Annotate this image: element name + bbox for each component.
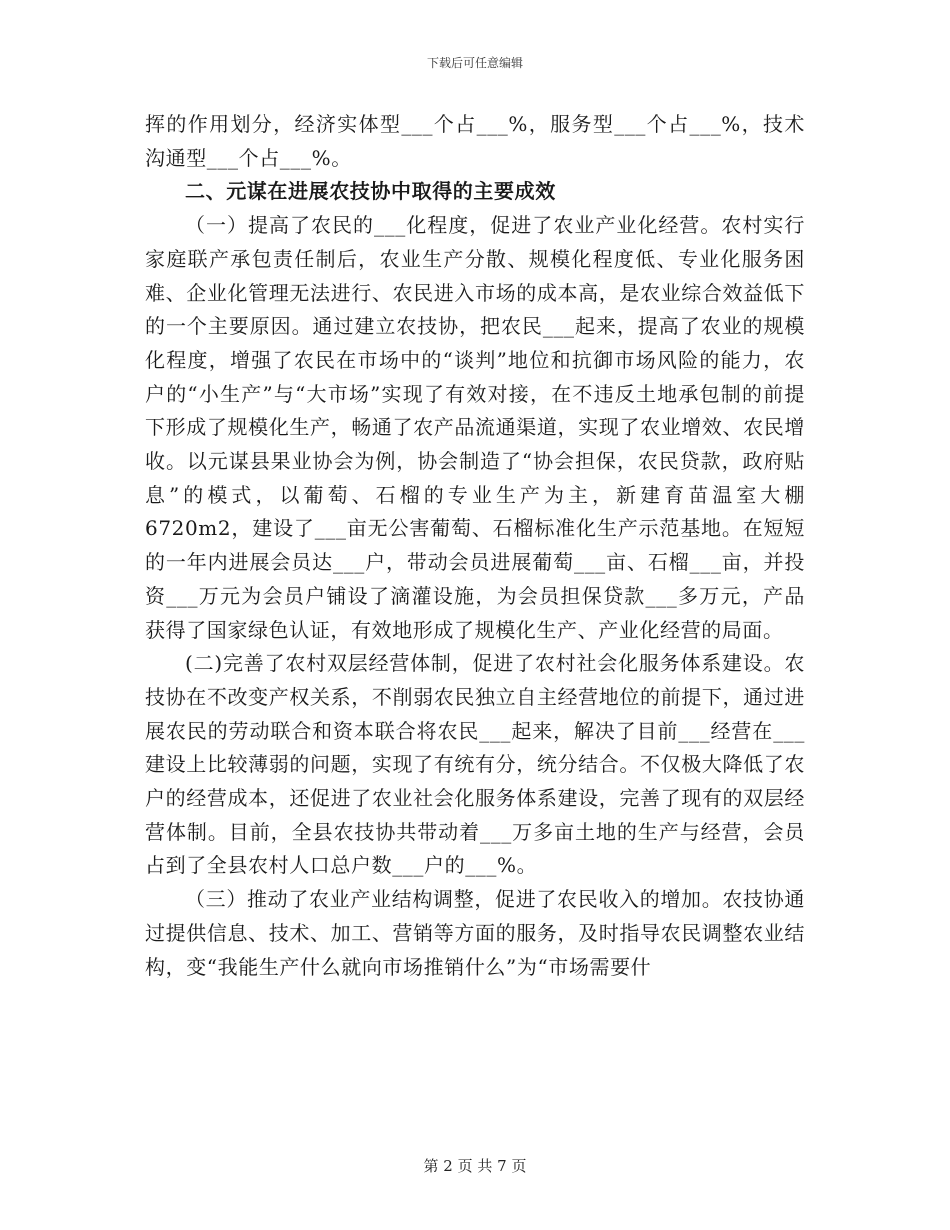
document-body xyxy=(145,108,805,984)
paragraph-1: （一）提高了农民的___化程度，促进了农业产业化经营。农村实行家庭联产承包责任制后，农业生产分散、规模化程度低、专业化服务困难、企业化管理无法进行、农民进入市场的成本高，是农业综合效益低下的一个主要原因。通过建立农技协，把农民___起来，提高了农业的规模化程度，增强了农民在市场中的“谈判”地位和抗御市场风险的能力，农户的“小生产”与“大市场”实现了有效对接，在不违反土地承包制的前提下形成了规模化生产，畅通了农产品流通渠道，实现了农业增效、农民增收。以元谋县果业协会为例，协会制造了“协会担保，农民贷款，政府贴息”的模式，以葡萄、石榴的专业生产为主，新建育苗温室大棚6720m2，建设了___亩无公害葡萄、石榴标准化生产示范基地。在短短的一年内进展会员达___户，带动会员进展葡萄___亩、石榴___亩，并投资___万元为会员户铺设了滴灌设施，为会员担保贷款___多万元，产品获得了国家绿色认证，有效地形成了规模化生产、产业化经营的局面。 xyxy=(145,213,805,642)
page-number: 第 2 页 共 7 页 xyxy=(423,1157,527,1175)
section-heading: 二、元谋在进展农技协中取得的主要成效 xyxy=(185,179,556,204)
paragraph-2: (二)完善了农村双层经营体制，促进了农村社会化服务体系建设。农技协在不改变产权关系，不削弱农民独立自主经营地位的前提下，通过进展农民的劳动联合和资本联合将农民___起来，解决了目前___经营在___建设上比较薄弱的问题，实现了有统有分，统分结合。不仅极大降低了农户的经营成本，还促进了农业社会化服务体系建设，完善了现有的双层经营体制。目前，全县农技协共带动着___万多亩土地的生产与经营，会员占到了全县农村人口总户数___户的___%。 xyxy=(145,651,805,878)
header-note: 下载后可任意编辑 xyxy=(426,56,523,70)
paragraph-continued: 挥的作用划分，经济实体型___个占___%，服务型___个占___%，技术沟通型___个占___%。 xyxy=(145,112,805,170)
paragraph-3: （三）推动了农业产业结构调整，促进了农民收入的增加。农技协通过提供信息、技术、加工、营销等方面的服务，及时指导农民调整农业结构，变“我能生产什么就向市场推销什么”为“市场需要什 xyxy=(145,887,805,979)
